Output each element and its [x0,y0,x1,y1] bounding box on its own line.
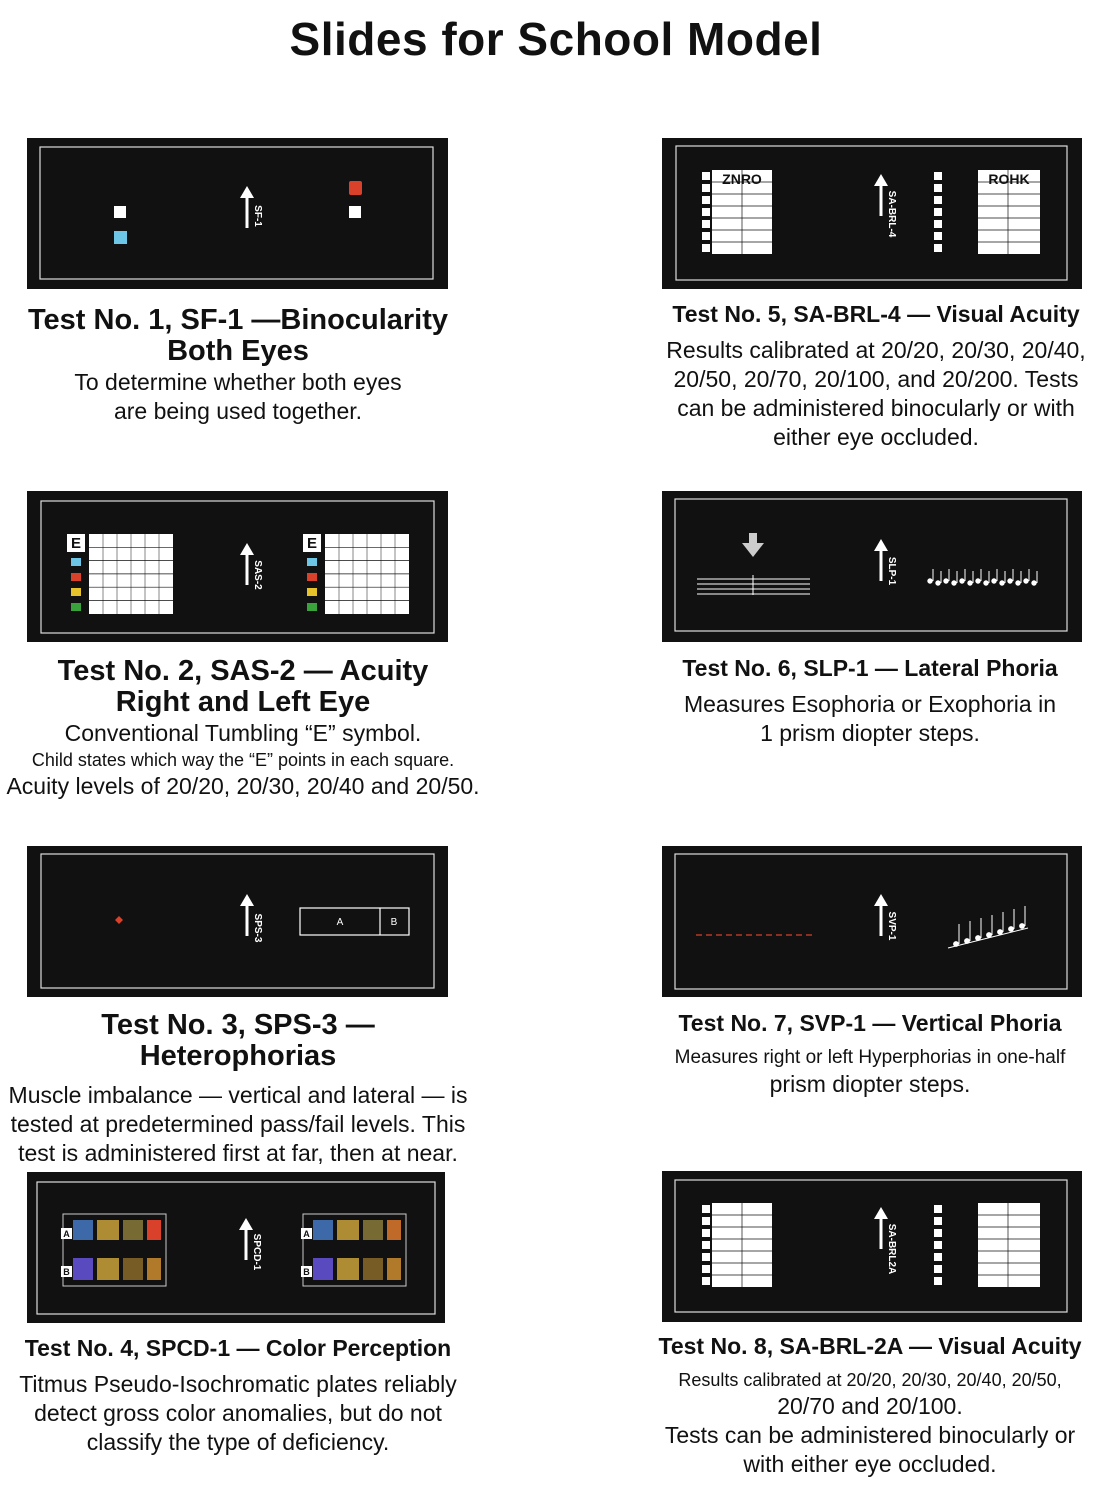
slide-label: SA-BRL-4 [886,190,897,238]
test-description: 1 prism diopter steps. [760,720,980,746]
white-cube-left [114,206,126,218]
caption-sas2 [0,656,486,800]
slide-sps3 [27,846,448,997]
slide-slp1 [662,491,1082,642]
test-description: with either eye occluded. [743,1451,997,1477]
box-letter-b: B [390,917,398,928]
slide-label: SVP-1 [886,911,897,941]
caption-sf1 [0,305,476,425]
caption-svp1 [640,1010,1100,1098]
slide-spcd1 [27,1172,445,1323]
test-description: tested at predetermined pass/fail levels. This [10,1111,466,1137]
slide-sas2 [27,491,448,642]
test-description: Conventional Tumbling “E” symbol. [64,720,422,746]
test-description: Results calibrated at 20/20, 20/30, 20/40, 20/50, [678,1370,1062,1390]
slide-label: SPCD-1 [251,1233,262,1271]
slide-label: SLP-1 [886,556,897,586]
test-description: Tests can be administered binocularly or [664,1422,1076,1448]
test-subtitle: Right and Left Eye [115,686,371,718]
test-description: Child states which way the “E” points in each square. [31,750,455,770]
chart-letters-left: ZNRO [722,171,762,187]
slide-sabrl2a [662,1171,1082,1322]
test-description: 20/70 and 20/100. [777,1393,963,1419]
test-description: can be administered binocularly or with [677,395,1075,421]
test-title: Test No. 4, SPCD-1 — Color Perception [24,1335,452,1361]
red-dot [115,916,123,924]
slide-sf1 [27,138,448,289]
red-cube [349,181,362,195]
test-description: Measures right or left Hyperphorias in one-half [674,1047,1066,1068]
plate-letter-a: A [303,1229,310,1239]
test-description: Titmus Pseudo-Isochromatic plates reliably [19,1371,457,1397]
test-description: Acuity levels of 20/20, 20/30, 20/40 and 20/50. [6,773,480,799]
test-description: Muscle imbalance — vertical and lateral — is [8,1082,468,1108]
slide-sabrl4 [662,138,1082,289]
test-description: test is administered first at far, then at near. [18,1140,458,1166]
caption-sabrl4 [640,301,1112,451]
slide-svp1 [662,846,1082,997]
slide-label: SF-1 [252,205,263,227]
test-title: Test No. 6, SLP-1 — Lateral Phoria [682,655,1058,681]
test-description: prism diopter steps. [769,1071,971,1097]
svg-text:E: E [306,535,318,552]
slide-label: SA-BRL2A [886,1223,897,1275]
test-title: Test No. 8, SA-BRL-2A — Visual Acuity [658,1333,1082,1359]
plate-letter-b: B [303,1267,310,1277]
test-description: To determine whether both eyes [74,369,402,395]
test-description: classify the type of deficiency. [86,1429,390,1455]
test-description: Measures Esophoria or Exophoria in [683,691,1057,717]
white-cube-right [349,206,361,218]
test-subtitle: Both Eyes [167,335,309,367]
caption-sabrl2a [640,1333,1100,1478]
test-title: Test No. 1, SF-1 —Binocularity [27,304,449,336]
caption-slp1 [640,655,1100,747]
cyan-cube [114,231,127,244]
chart-letters-right: ROHK [988,171,1030,187]
page-title: Slides for School Model [289,13,823,65]
caption-spcd1 [0,1335,476,1456]
test-description: detect gross color anomalies, but do not [34,1400,442,1426]
test-description: Results calibrated at 20/20, 20/30, 20/40, [666,337,1086,363]
caption-sps3 [0,1010,476,1167]
test-title: Test No. 3, SPS-3 — Heterophorias [101,1009,375,1072]
down-arrow-icon [742,533,764,557]
plate-letter-a: A [63,1229,70,1239]
test-description: either eye occluded. [773,424,979,450]
test-description: 20/50, 20/70, 20/100, and 20/200. Tests [673,366,1079,392]
plate-letter-b: B [63,1267,70,1277]
slide-label: SAS-2 [252,560,263,590]
test-description: are being used together. [113,398,363,424]
test-title: Test No. 5, SA-BRL-4 — Visual Acuity [672,301,1080,327]
test-title: Test No. 7, SVP-1 — Vertical Phoria [678,1010,1062,1036]
slide-label: SPS-3 [252,913,263,943]
test-title: Test No. 2, SAS-2 — Acuity [57,655,429,687]
box-letter-a: A [336,917,344,928]
svg-text:E: E [70,535,82,552]
